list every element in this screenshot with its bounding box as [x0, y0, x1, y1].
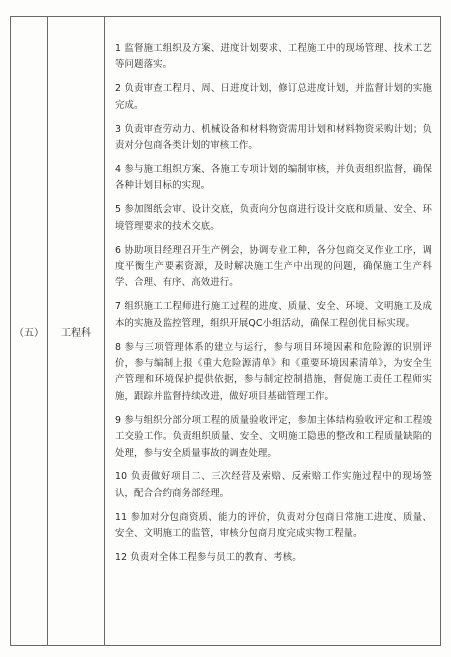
duty-item: 7 组织施工工程师进行施工过程的进度、质量、安全、环境、文明施工及成本的实施及监控管理，组织开展QC小组活动，确保工程创优目标实现。	[115, 301, 432, 329]
row-number: （五）	[14, 327, 44, 339]
duty-item: 11 参加对分包商资质、能力的评价，负责对分包商日常施工进度、质量、安全、文明施工的监管，审核分包商月度完成实物工程量。	[115, 511, 432, 540]
duty-item: 3 负责审查劳动力、机械设备和材料物资需用计划和材料物资采购计划；负责对分包商各类计划的审核工作。	[115, 123, 432, 152]
duty-item: 10 负责做好项目二、三次经营及索赔、反索赔工作实施过程中的现场签认，配合合约商务部经理。	[115, 471, 432, 499]
column-divider	[104, 17, 105, 645]
duty-item: 9 参与组织分部分项工程的质量验收评定，参加主体结构验收评定和工程竣工交验工作。负责组织质量、安全、文明施工隐患的整改和工程质量缺陷的处理，参与安全质量事故的调查处理。	[115, 414, 432, 459]
duty-item: 1 监督施工组织及方案、进度计划要求、工程施工中的现场管理、技术工艺等问题落实。	[115, 43, 432, 71]
responsibility-table	[10, 16, 441, 646]
duty-item: 2 负责审查工程月、周、日进度计划，修订总进度计划，并监督计划的实施完成。	[115, 83, 432, 111]
department-name: 工程科	[61, 327, 91, 339]
duty-item: 8 参与三项管理体系的建立与运行，参与项目环境因素和危险源的识别评价，参与编制上报《重大危险源清单》和《重要环境因素清单》，为安全生产管理和环境保护提供依据，参与制定控制措施，督促施工责任工程师实施，跟踪并监督持续改进，做好项目基础管理工作。	[115, 341, 432, 402]
duty-item: 12 负责对全体工程参与员工的教育、考核。	[115, 552, 302, 564]
duty-item: 6 协助项目经理召开生产例会，协调专业工种，各分包商交叉作业工序，调度平衡生产要素资源，及时解决施工生产中出现的问题，确保施工生产科学、合理、有序、高效进行。	[115, 244, 432, 289]
duty-item: 5 参加图纸会审、设计交底，负责向分包商进行设计交底和质量、安全、环境管理要求的技术交底。	[115, 204, 432, 232]
duty-item: 4 参与施工组织方案、各施工专项计划的编制审核，并负责组织监督，确保各种计划目标的实现。	[115, 163, 432, 192]
duties-list	[115, 41, 432, 645]
